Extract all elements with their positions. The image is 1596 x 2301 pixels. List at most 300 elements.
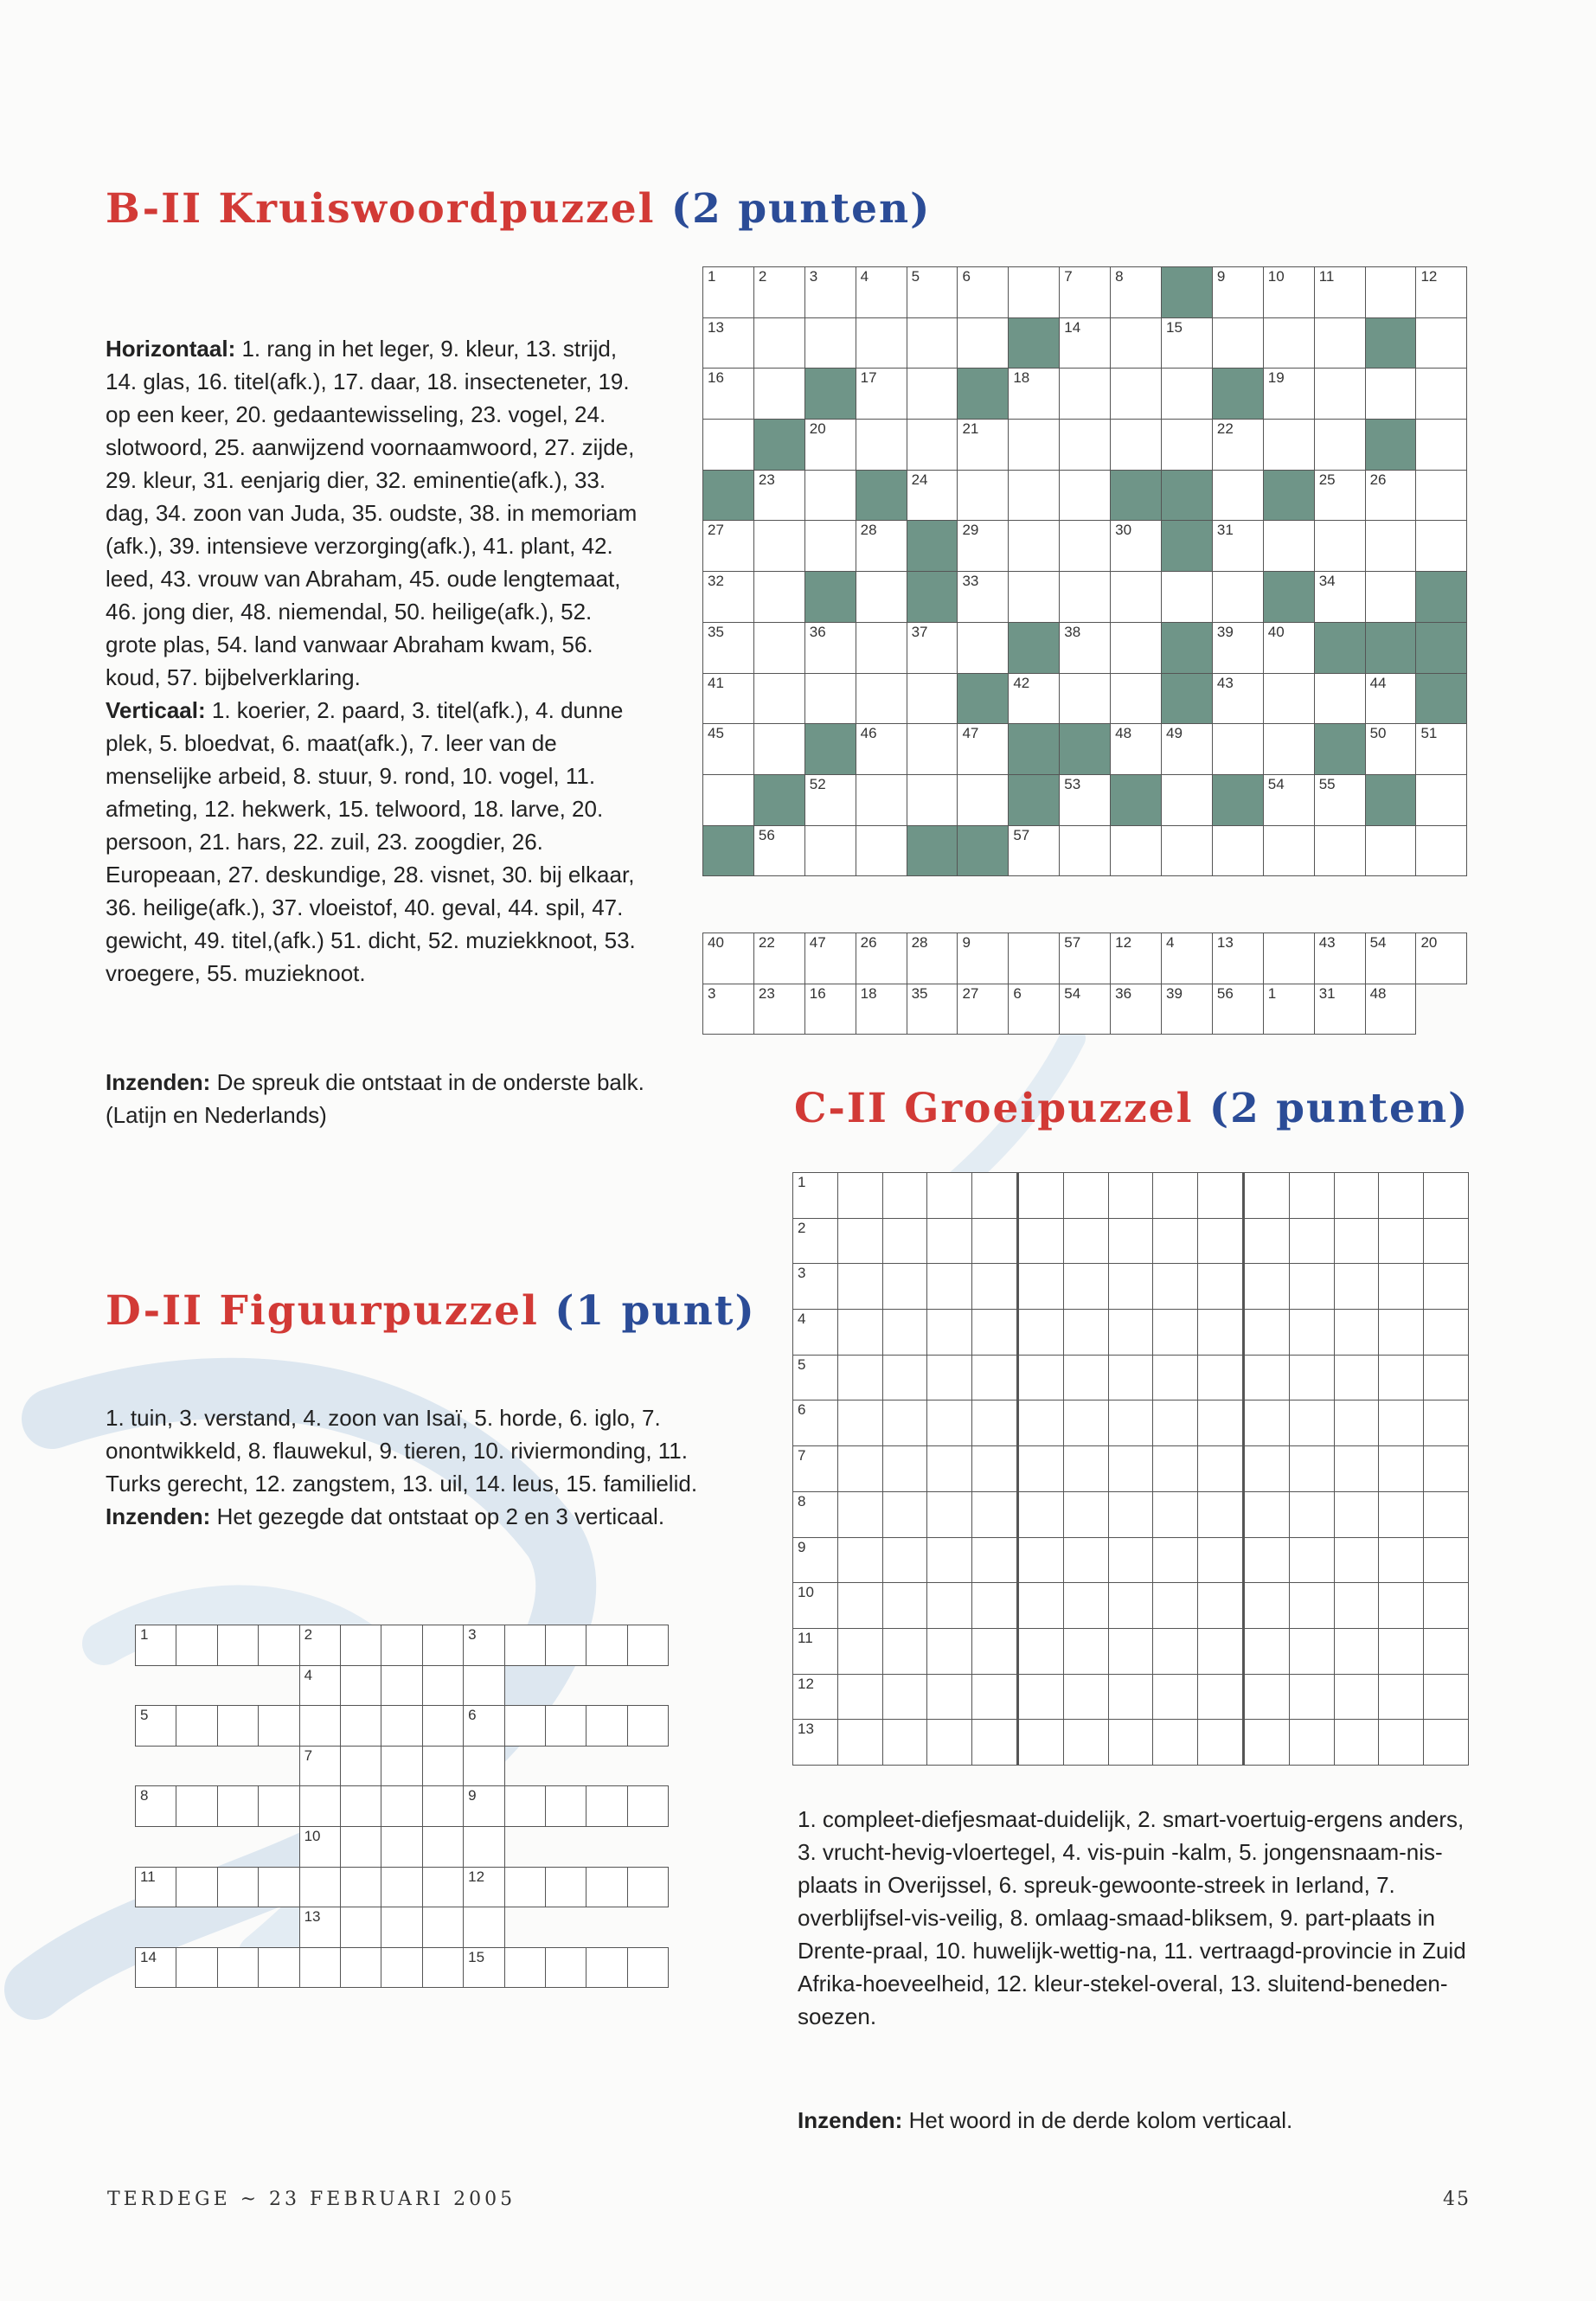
grid-cell[interactable] [464, 1867, 504, 1907]
grid-cell[interactable] [1416, 317, 1467, 369]
grid-cell[interactable] [1243, 1218, 1289, 1264]
grid-cell[interactable] [958, 572, 1009, 623]
grid-cell[interactable] [1111, 825, 1162, 876]
grid-cell[interactable] [340, 1907, 381, 1948]
grid-cell[interactable] [1017, 1446, 1063, 1492]
grid-cell[interactable] [1289, 1583, 1334, 1629]
grid-cell[interactable] [1198, 1400, 1244, 1446]
grid-cell[interactable] [882, 1310, 927, 1356]
grid-cell[interactable] [1063, 1218, 1108, 1264]
grid-cell[interactable] [1334, 1446, 1379, 1492]
grid-cell[interactable] [1379, 1537, 1424, 1583]
grid-cell[interactable] [299, 1907, 340, 1948]
grid-cell[interactable] [340, 1826, 381, 1867]
grid-cell[interactable] [972, 1491, 1018, 1537]
grid-cell[interactable] [1009, 933, 1060, 984]
grid-cell[interactable] [1289, 1446, 1334, 1492]
grid-cell[interactable] [422, 1625, 463, 1666]
grid-cell[interactable] [1153, 1720, 1198, 1766]
grid-cell[interactable] [340, 1706, 381, 1747]
grid-cell[interactable] [1416, 470, 1467, 521]
grid-cell[interactable] [217, 1867, 258, 1907]
grid-cell[interactable] [837, 1628, 882, 1674]
grid-cell[interactable] [464, 1706, 504, 1747]
grid-cell[interactable] [627, 1867, 668, 1907]
grid-cell[interactable] [927, 1491, 972, 1537]
grid-cell[interactable] [958, 622, 1009, 673]
grid-cell[interactable] [1314, 933, 1365, 984]
grid-cell[interactable] [856, 724, 907, 775]
grid-cell[interactable] [1017, 1674, 1063, 1720]
grid-cell[interactable] [1424, 1583, 1469, 1629]
grid-cell[interactable] [136, 1947, 176, 1988]
grid-cell[interactable] [1289, 1218, 1334, 1264]
grid-cell[interactable] [804, 774, 856, 825]
grid-cell[interactable] [1212, 521, 1263, 572]
grid-cell[interactable] [1365, 933, 1416, 984]
grid-cell[interactable] [882, 1264, 927, 1310]
grid-cell[interactable] [753, 369, 804, 420]
grid-cell[interactable] [1060, 984, 1111, 1035]
grid-cell[interactable] [1212, 825, 1263, 876]
grid-cell[interactable] [972, 1173, 1018, 1219]
grid-cell[interactable] [927, 1583, 972, 1629]
grid-cell[interactable] [927, 1400, 972, 1446]
grid-cell[interactable] [1063, 1537, 1108, 1583]
grid-cell[interactable] [1153, 1355, 1198, 1400]
grid-cell[interactable] [1111, 267, 1162, 318]
grid-cell[interactable] [1243, 1173, 1289, 1219]
grid-cell[interactable] [259, 1706, 299, 1747]
grid-cell[interactable] [136, 1706, 176, 1747]
grid-cell[interactable] [1111, 521, 1162, 572]
grid-cell[interactable] [1111, 622, 1162, 673]
grid-cell[interactable] [1111, 369, 1162, 420]
grid-cell[interactable] [1424, 1400, 1469, 1446]
grid-cell[interactable] [958, 521, 1009, 572]
grid-cell[interactable] [299, 1947, 340, 1988]
grid-cell[interactable] [464, 1826, 504, 1867]
grid-cell[interactable] [972, 1583, 1018, 1629]
grid-cell[interactable] [176, 1867, 217, 1907]
grid-cell[interactable] [1017, 1310, 1063, 1356]
grid-cell[interactable] [907, 933, 958, 984]
grid-cell[interactable] [176, 1625, 217, 1666]
grid-cell[interactable] [1017, 1720, 1063, 1766]
grid-cell[interactable] [1063, 1173, 1108, 1219]
grid-cell[interactable] [958, 317, 1009, 369]
grid-cell[interactable] [972, 1446, 1018, 1492]
grid-cell[interactable] [1243, 1264, 1289, 1310]
grid-cell[interactable] [1009, 420, 1060, 471]
grid-cell[interactable] [1289, 1400, 1334, 1446]
grid-cell[interactable] [545, 1867, 586, 1907]
grid-cell[interactable] [381, 1947, 422, 1988]
grid-cell[interactable] [1263, 933, 1314, 984]
grid-cell[interactable] [1060, 673, 1111, 724]
grid-cell[interactable] [882, 1218, 927, 1264]
grid-cell[interactable] [1153, 1310, 1198, 1356]
grid-cell[interactable] [1111, 724, 1162, 775]
grid-cell[interactable] [1365, 470, 1416, 521]
grid-cell[interactable] [804, 470, 856, 521]
grid-cell[interactable] [1416, 420, 1467, 471]
grid-cell[interactable] [1108, 1720, 1153, 1766]
grid-cell[interactable] [907, 267, 958, 318]
grid-cell[interactable] [837, 1537, 882, 1583]
grid-cell[interactable] [958, 724, 1009, 775]
grid-cell[interactable] [927, 1720, 972, 1766]
grid-cell[interactable] [1334, 1355, 1379, 1400]
grid-cell[interactable] [1212, 673, 1263, 724]
grid-cell[interactable] [804, 984, 856, 1035]
grid-cell[interactable] [1063, 1491, 1108, 1537]
grid-cell[interactable] [299, 1665, 340, 1706]
grid-cell[interactable] [1334, 1628, 1379, 1674]
grid-cell[interactable] [1314, 572, 1365, 623]
grid-cell[interactable] [1198, 1173, 1244, 1219]
grid-cell[interactable] [504, 1706, 545, 1747]
grid-cell[interactable] [1162, 774, 1213, 825]
grid-cell[interactable] [1153, 1674, 1198, 1720]
grid-cell[interactable] [856, 369, 907, 420]
grid-cell[interactable] [422, 1826, 463, 1867]
grid-cell[interactable] [1162, 724, 1213, 775]
grid-cell[interactable] [1263, 825, 1314, 876]
grid-cell[interactable] [703, 933, 754, 984]
grid-cell[interactable] [1243, 1628, 1289, 1674]
grid-cell[interactable] [1111, 317, 1162, 369]
grid-cell[interactable] [958, 774, 1009, 825]
grid-cell[interactable] [1263, 267, 1314, 318]
grid-cell[interactable] [753, 572, 804, 623]
grid-cell[interactable] [1060, 521, 1111, 572]
grid-cell[interactable] [1379, 1400, 1424, 1446]
grid-cell[interactable] [837, 1173, 882, 1219]
grid-cell[interactable] [856, 317, 907, 369]
grid-cell[interactable] [1424, 1628, 1469, 1674]
grid-cell[interactable] [1365, 572, 1416, 623]
grid-cell[interactable] [1314, 673, 1365, 724]
grid-cell[interactable] [1060, 369, 1111, 420]
grid-cell[interactable] [793, 1537, 838, 1583]
grid-cell[interactable] [1416, 724, 1467, 775]
grid-cell[interactable] [1212, 933, 1263, 984]
grid-cell[interactable] [1198, 1218, 1244, 1264]
grid-cell[interactable] [627, 1786, 668, 1827]
grid-cell[interactable] [972, 1264, 1018, 1310]
grid-cell[interactable] [793, 1218, 838, 1264]
grid-cell[interactable] [882, 1628, 927, 1674]
grid-cell[interactable] [927, 1446, 972, 1492]
grid-cell[interactable] [136, 1867, 176, 1907]
grid-cell[interactable] [217, 1625, 258, 1666]
grid-cell[interactable] [1009, 825, 1060, 876]
grid-cell[interactable] [1153, 1446, 1198, 1492]
grid-cell[interactable] [856, 622, 907, 673]
grid-cell[interactable] [804, 933, 856, 984]
grid-cell[interactable] [837, 1446, 882, 1492]
grid-cell[interactable] [972, 1218, 1018, 1264]
grid-cell[interactable] [703, 317, 754, 369]
grid-cell[interactable] [753, 267, 804, 318]
grid-cell[interactable] [1379, 1446, 1424, 1492]
grid-cell[interactable] [1263, 317, 1314, 369]
grid-cell[interactable] [927, 1674, 972, 1720]
grid-cell[interactable] [907, 470, 958, 521]
grid-cell[interactable] [381, 1907, 422, 1948]
grid-cell[interactable] [882, 1355, 927, 1400]
grid-cell[interactable] [856, 267, 907, 318]
grid-cell[interactable] [1314, 774, 1365, 825]
grid-cell[interactable] [464, 1907, 504, 1948]
grid-cell[interactable] [703, 984, 754, 1035]
grid-cell[interactable] [1334, 1537, 1379, 1583]
grid-cell[interactable] [1162, 317, 1213, 369]
grid-cell[interactable] [907, 622, 958, 673]
grid-cell[interactable] [1263, 420, 1314, 471]
grid-cell[interactable] [545, 1706, 586, 1747]
grid-cell[interactable] [422, 1746, 463, 1786]
grid-cell[interactable] [217, 1786, 258, 1827]
grid-cell[interactable] [259, 1625, 299, 1666]
grid-cell[interactable] [1424, 1537, 1469, 1583]
grid-cell[interactable] [1243, 1491, 1289, 1537]
grid-cell[interactable] [1365, 984, 1416, 1035]
grid-cell[interactable] [1379, 1720, 1424, 1766]
grid-cell[interactable] [259, 1786, 299, 1827]
grid-cell[interactable] [1198, 1310, 1244, 1356]
grid-cell[interactable] [1108, 1674, 1153, 1720]
grid-cell[interactable] [837, 1674, 882, 1720]
grid-cell[interactable] [1365, 673, 1416, 724]
grid-cell[interactable] [1243, 1583, 1289, 1629]
grid-cell[interactable] [1009, 267, 1060, 318]
grid-cell[interactable] [1334, 1264, 1379, 1310]
grid-cell[interactable] [299, 1867, 340, 1907]
grid-cell[interactable] [1198, 1264, 1244, 1310]
grid-cell[interactable] [1334, 1720, 1379, 1766]
grid-cell[interactable] [1365, 267, 1416, 318]
grid-cell[interactable] [1017, 1583, 1063, 1629]
grid-cell[interactable] [1153, 1264, 1198, 1310]
grid-cell[interactable] [1243, 1720, 1289, 1766]
grid-cell[interactable] [907, 369, 958, 420]
grid-cell[interactable] [804, 267, 856, 318]
grid-cell[interactable] [1243, 1674, 1289, 1720]
grid-cell[interactable] [1416, 825, 1467, 876]
grid-cell[interactable] [1108, 1583, 1153, 1629]
grid-cell[interactable] [340, 1746, 381, 1786]
grid-cell[interactable] [381, 1826, 422, 1867]
grid-cell[interactable] [753, 521, 804, 572]
grid-cell[interactable] [703, 774, 754, 825]
grid-cell[interactable] [1289, 1674, 1334, 1720]
grid-cell[interactable] [753, 622, 804, 673]
grid-cell[interactable] [504, 1786, 545, 1827]
grid-cell[interactable] [793, 1583, 838, 1629]
grid-cell[interactable] [1365, 369, 1416, 420]
grid-cell[interactable] [1314, 521, 1365, 572]
grid-cell[interactable] [1060, 622, 1111, 673]
grid-cell[interactable] [1212, 317, 1263, 369]
grid-cell[interactable] [1263, 673, 1314, 724]
grid-cell[interactable] [972, 1355, 1018, 1400]
grid-cell[interactable] [259, 1947, 299, 1988]
grid-cell[interactable] [504, 1947, 545, 1988]
grid-cell[interactable] [422, 1665, 463, 1706]
grid-cell[interactable] [856, 673, 907, 724]
grid-cell[interactable] [1424, 1264, 1469, 1310]
grid-cell[interactable] [1198, 1720, 1244, 1766]
grid-cell[interactable] [793, 1628, 838, 1674]
grid-cell[interactable] [381, 1625, 422, 1666]
grid-cell[interactable] [753, 317, 804, 369]
grid-cell[interactable] [793, 1720, 838, 1766]
grid-cell[interactable] [1009, 673, 1060, 724]
grid-cell[interactable] [1289, 1310, 1334, 1356]
grid-cell[interactable] [927, 1218, 972, 1264]
grid-cell[interactable] [1379, 1218, 1424, 1264]
grid-cell[interactable] [837, 1583, 882, 1629]
grid-cell[interactable] [927, 1537, 972, 1583]
grid-cell[interactable] [545, 1947, 586, 1988]
grid-cell[interactable] [299, 1746, 340, 1786]
grid-cell[interactable] [907, 984, 958, 1035]
grid-cell[interactable] [299, 1625, 340, 1666]
grid-cell[interactable] [1017, 1264, 1063, 1310]
grid-cell[interactable] [907, 317, 958, 369]
grid-cell[interactable] [958, 267, 1009, 318]
grid-cell[interactable] [586, 1706, 627, 1747]
grid-cell[interactable] [804, 622, 856, 673]
grid-cell[interactable] [1108, 1400, 1153, 1446]
grid-cell[interactable] [927, 1355, 972, 1400]
grid-cell[interactable] [1424, 1720, 1469, 1766]
grid-cell[interactable] [856, 774, 907, 825]
grid-cell[interactable] [1060, 317, 1111, 369]
grid-cell[interactable] [882, 1400, 927, 1446]
grid-cell[interactable] [422, 1947, 463, 1988]
grid-cell[interactable] [1060, 933, 1111, 984]
grid-cell[interactable] [1198, 1583, 1244, 1629]
grid-cell[interactable] [703, 572, 754, 623]
grid-cell[interactable] [1314, 470, 1365, 521]
grid-cell[interactable] [464, 1625, 504, 1666]
grid-cell[interactable] [1314, 984, 1365, 1035]
grid-cell[interactable] [381, 1786, 422, 1827]
grid-cell[interactable] [299, 1706, 340, 1747]
grid-cell[interactable] [1162, 933, 1213, 984]
grid-cell[interactable] [586, 1867, 627, 1907]
grid-cell[interactable] [1111, 933, 1162, 984]
grid-cell[interactable] [1243, 1400, 1289, 1446]
grid-cell[interactable] [837, 1264, 882, 1310]
grid-cell[interactable] [1060, 267, 1111, 318]
grid-cell[interactable] [907, 673, 958, 724]
grid-cell[interactable] [1063, 1583, 1108, 1629]
grid-cell[interactable] [627, 1947, 668, 1988]
grid-cell[interactable] [340, 1947, 381, 1988]
grid-cell[interactable] [793, 1355, 838, 1400]
grid-cell[interactable] [1334, 1674, 1379, 1720]
grid-cell[interactable] [1212, 984, 1263, 1035]
grid-cell[interactable] [1424, 1491, 1469, 1537]
grid-cell[interactable] [1424, 1218, 1469, 1264]
grid-cell[interactable] [958, 470, 1009, 521]
grid-cell[interactable] [1416, 369, 1467, 420]
grid-cell[interactable] [1424, 1173, 1469, 1219]
grid-cell[interactable] [1289, 1491, 1334, 1537]
grid-cell[interactable] [176, 1947, 217, 1988]
grid-cell[interactable] [1153, 1628, 1198, 1674]
grid-cell[interactable] [1379, 1355, 1424, 1400]
grid-cell[interactable] [1198, 1355, 1244, 1400]
grid-cell[interactable] [1379, 1674, 1424, 1720]
grid-cell[interactable] [1416, 267, 1467, 318]
grid-cell[interactable] [703, 267, 754, 318]
grid-cell[interactable] [837, 1491, 882, 1537]
grid-cell[interactable] [1198, 1446, 1244, 1492]
grid-cell[interactable] [972, 1400, 1018, 1446]
grid-cell[interactable] [1424, 1674, 1469, 1720]
grid-cell[interactable] [1212, 724, 1263, 775]
grid-cell[interactable] [882, 1491, 927, 1537]
grid-cell[interactable] [972, 1537, 1018, 1583]
grid-cell[interactable] [837, 1355, 882, 1400]
grid-cell[interactable] [837, 1218, 882, 1264]
grid-cell[interactable] [1314, 369, 1365, 420]
grid-cell[interactable] [1289, 1537, 1334, 1583]
grid-cell[interactable] [1108, 1491, 1153, 1537]
grid-cell[interactable] [1009, 572, 1060, 623]
grid-cell[interactable] [381, 1867, 422, 1907]
grid-cell[interactable] [464, 1746, 504, 1786]
grid-cell[interactable] [340, 1665, 381, 1706]
grid-cell[interactable] [753, 470, 804, 521]
grid-cell[interactable] [1416, 521, 1467, 572]
grid-cell[interactable] [703, 673, 754, 724]
grid-cell[interactable] [753, 724, 804, 775]
grid-cell[interactable] [1060, 825, 1111, 876]
grid-cell[interactable] [545, 1625, 586, 1666]
grid-cell[interactable] [1379, 1583, 1424, 1629]
grid-cell[interactable] [422, 1867, 463, 1907]
grid-cell[interactable] [793, 1264, 838, 1310]
grid-cell[interactable] [753, 984, 804, 1035]
grid-cell[interactable] [1212, 572, 1263, 623]
grid-cell[interactable] [927, 1628, 972, 1674]
grid-cell[interactable] [1416, 774, 1467, 825]
grid-cell[interactable] [340, 1867, 381, 1907]
grid-cell[interactable] [1063, 1310, 1108, 1356]
grid-cell[interactable] [1198, 1491, 1244, 1537]
grid-cell[interactable] [1424, 1310, 1469, 1356]
grid-cell[interactable] [1108, 1446, 1153, 1492]
grid-cell[interactable] [1198, 1674, 1244, 1720]
grid-cell[interactable] [1063, 1400, 1108, 1446]
grid-cell[interactable] [1198, 1537, 1244, 1583]
grid-cell[interactable] [1063, 1628, 1108, 1674]
grid-cell[interactable] [1111, 420, 1162, 471]
grid-cell[interactable] [1153, 1537, 1198, 1583]
grid-cell[interactable] [1379, 1491, 1424, 1537]
grid-cell[interactable] [837, 1720, 882, 1766]
grid-cell[interactable] [1063, 1720, 1108, 1766]
grid-cell[interactable] [958, 420, 1009, 471]
grid-cell[interactable] [927, 1310, 972, 1356]
grid-cell[interactable] [1365, 521, 1416, 572]
